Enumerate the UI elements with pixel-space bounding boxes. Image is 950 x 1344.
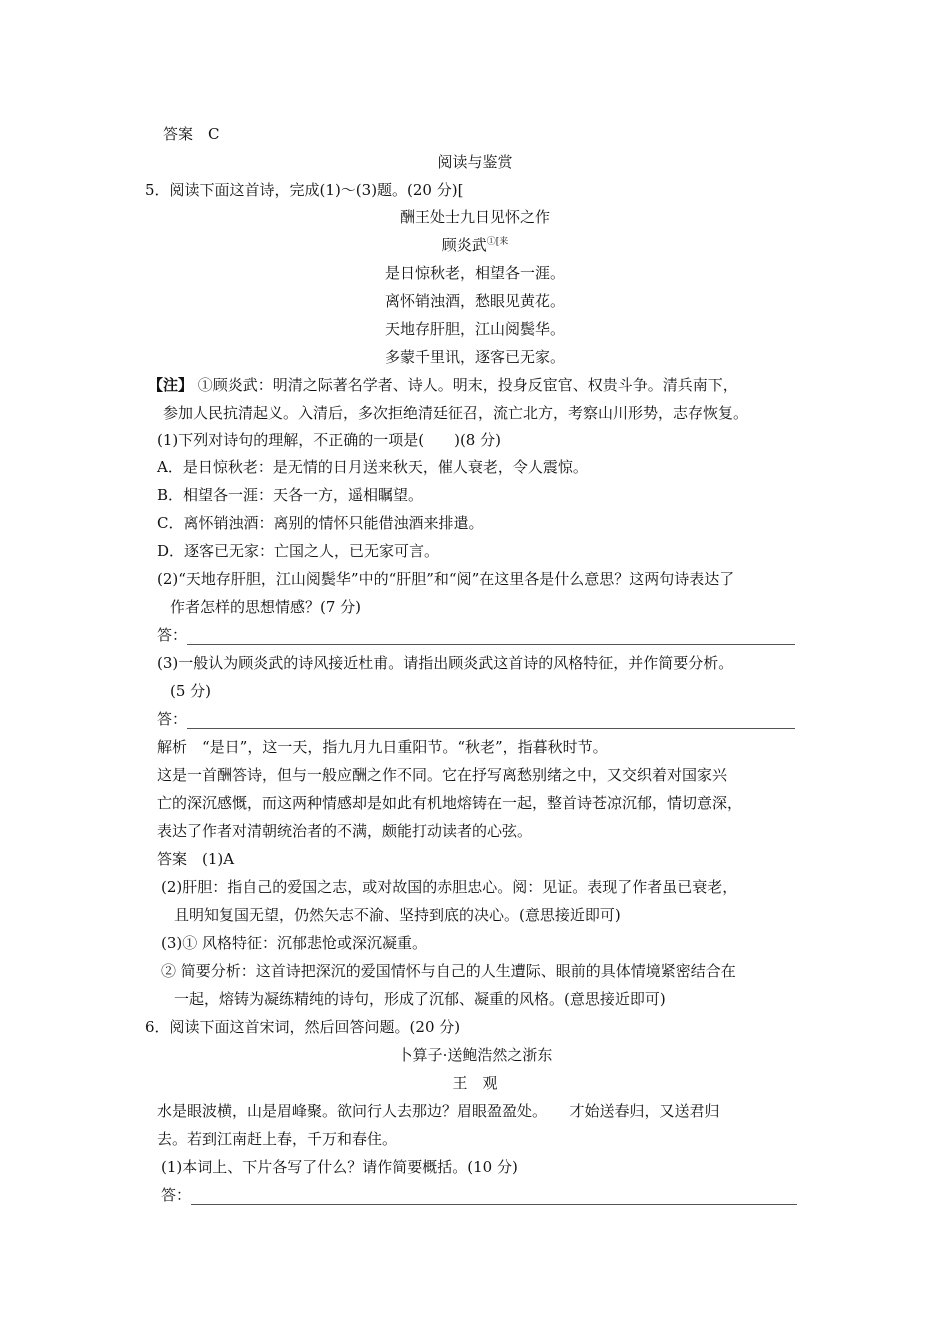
analysis-line-3: 亡的深沉感慨，而这两种情感却是如此有机地熔铸在一起，整首诗苍凉沉郁，情切意深，	[157, 794, 743, 812]
answer-2-line-2: 且明知复国无望，仍然矢志不渝、坚持到底的决心。(意思接近即可)	[174, 906, 621, 924]
answer-label: 答：	[157, 710, 188, 728]
sub-question-1: (1)下列对诗句的理解，不正确的一项是( )(8 分)	[157, 431, 501, 449]
answer-line	[161, 1185, 797, 1205]
poem-line: 离怀销浊酒，愁眼见黄花。	[384, 292, 565, 310]
answer-label: 答：	[157, 626, 188, 644]
poem-line: 是日惊秋老，相望各一涯。	[384, 264, 565, 282]
answer-line	[157, 709, 795, 729]
answer-blank[interactable]	[187, 714, 795, 729]
ci-title: 卜算子·送鲍浩然之浙东	[397, 1046, 553, 1064]
sub-question-3-line-2: (5 分)	[170, 682, 212, 700]
section-heading: 阅读与鉴赏	[437, 153, 513, 171]
q6-sub-question-1: (1)本词上、下片各写了什么？请作简要概括。(10 分)	[161, 1158, 518, 1176]
note-line-1: 【注】 ①顾炎武：明清之际著名学者、诗人。明末，投身反宦官、权贵斗争。清兵南下，	[148, 376, 738, 394]
answer-1: 答案 (1)A	[157, 850, 235, 868]
poem-title: 酬王处士九日见怀之作	[399, 208, 550, 226]
answer-3-line-1: (3)① 风格特征：沉郁悲怆或深沉凝重。	[161, 934, 428, 952]
answer-blank[interactable]	[191, 1190, 797, 1205]
poem-line: 天地存肝胆，江山阅鬓华。	[384, 320, 565, 338]
sub-question-2-line-1: (2)“天地存肝胆，江山阅鬓华”中的“肝胆”和“阅”在这里各是什么意思？这两句诗表达了	[157, 570, 735, 588]
option-d: D．逐客已无家：亡国之人，已无家可言。	[157, 542, 440, 560]
option-c: C．离怀销浊酒：离别的情怀只能借浊酒来排遣。	[157, 514, 484, 532]
poem-author: 顾炎武$^{①[来}$	[441, 236, 509, 254]
note-label: 【注】	[148, 376, 194, 394]
sub-question-2-line-2: 作者怎样的思想情感？(7 分)	[170, 598, 362, 616]
analysis-line-1: 解析 “是日”，这一天，指九月九日重阳节。“秋老”，指暮秋时节。	[157, 738, 608, 756]
ci-line-1: 水是眼波横，山是眉峰聚。欲问行人去那边？眉眼盈盈处。 才始送春归，又送君归	[157, 1102, 720, 1120]
ci-author: 王 观	[452, 1074, 498, 1092]
ci-line-2: 去。若到江南赶上春，千万和春住。	[157, 1130, 398, 1148]
question-5-prompt: 5．阅读下面这首诗，完成(1)～(3)题。(20 分)[	[145, 181, 464, 199]
poem-line: 多蒙千里讯，逐客已无家。	[384, 348, 565, 366]
analysis-line-2: 这是一首酬答诗，但与一般应酬之作不同。它在抒写离愁别绪之中，又交织着对国家兴	[157, 766, 728, 784]
analysis-line-4: 表达了作者对清朝统治者的不满，颇能打动读者的心弦。	[157, 822, 533, 840]
answer-line	[157, 625, 795, 645]
question-6-prompt: 6．阅读下面这首宋词，然后回答问题。(20 分)	[145, 1018, 461, 1036]
answer-3-line-2: ② 简要分析：这首诗把深沉的爱国情怀与自己的人生遭际、眼前的具体情境紧密结合在	[161, 962, 736, 980]
note-line-2: 参加人民抗清起义。入清后，多次拒绝清廷征召，流亡北方，考察山川形势，志存恢复。	[163, 404, 749, 422]
answer-blank[interactable]	[187, 630, 795, 645]
top-answer: 答案 C	[163, 125, 220, 143]
answer-label: 答：	[161, 1186, 192, 1204]
option-b: B．相望各一涯：天各一方，遥相瞩望。	[157, 486, 424, 504]
answer-3-line-3: 一起，熔铸为凝练精纯的诗句，形成了沉郁、凝重的风格。(意思接近即可)	[174, 990, 666, 1008]
answer-2-line-1: (2)肝胆：指自己的爱国之志，或对故国的赤胆忠心。阅：见证。表现了作者虽已衰老，	[161, 878, 738, 896]
sub-question-3-line-1: (3)一般认为顾炎武的诗风接近杜甫。请指出顾炎武这首诗的风格特征，并作简要分析。	[157, 654, 734, 672]
option-a: A．是日惊秋老：是无情的日月送来秋天，催人衰老，令人震惊。	[157, 458, 588, 476]
author-note-mark: ①[来	[486, 237, 509, 247]
